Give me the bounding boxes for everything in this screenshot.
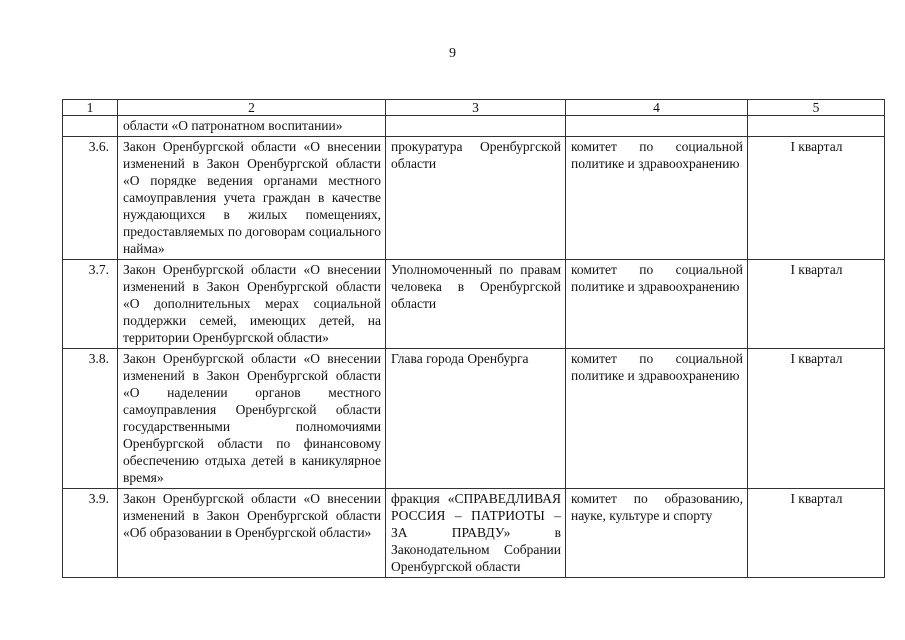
term: I квартал (748, 260, 885, 349)
initiator: прокуратура Оренбургской области (386, 137, 566, 260)
term (748, 116, 885, 137)
committee: комитет по социальной политике и здравоохранению (566, 260, 748, 349)
committee: комитет по социальной политике и здравоохранению (566, 137, 748, 260)
table-row (63, 489, 885, 578)
initiator: Уполномоченный по правам человека в Оренбургской области (386, 260, 566, 349)
table-row (63, 260, 885, 349)
law-name: Закон Оренбургской области «О внесении изменений в Закон Оренбургской области «Об образовании в Оренбургской области» (118, 489, 386, 578)
page-number: 9 (449, 46, 456, 61)
law-name: Закон Оренбургской области «О внесении изменений в Закон Оренбургской области «О наделении органов местного самоуправления Оренбургской области государственными полномочиями Оренбургской области по финансовому обеспечению отдыха детей в каникулярное время» (118, 349, 386, 489)
term: I квартал (748, 137, 885, 260)
term: I квартал (748, 349, 885, 489)
header-cell: 2 (118, 100, 386, 116)
initiator (386, 116, 566, 137)
committee: комитет по социальной политике и здравоохранению (566, 349, 748, 489)
law-name: Закон Оренбургской области «О внесении изменений в Закон Оренбургской области «О порядке ведения органами местного самоуправления учета граждан в качестве нуждающихся в жилых помещениях, предоставляемых по договорам социального найма» (118, 137, 386, 260)
initiator: фракция «СПРАВЕДЛИВАЯ РОССИЯ – ПАТРИОТЫ – ЗА ПРАВДУ» в Законодательном Собрании Оренбургской области (386, 489, 566, 578)
row-number: 3.9. (63, 489, 118, 578)
row-number: 3.6. (63, 137, 118, 260)
row-number (63, 116, 118, 137)
term: I квартал (748, 489, 885, 578)
initiator: Глава города Оренбурга (386, 349, 566, 489)
law-name: области «О патронатном воспитании» (118, 116, 386, 137)
row-number: 3.7. (63, 260, 118, 349)
table-row (63, 137, 885, 260)
header-cell: 3 (386, 100, 566, 116)
header-cell: 1 (63, 100, 118, 116)
committee (566, 116, 748, 137)
header-cell: 4 (566, 100, 748, 116)
law-name: Закон Оренбургской области «О внесении изменений в Закон Оренбургской области «О дополнительных мерах социальной поддержки семей, имеющих детей, на территории Оренбургской области» (118, 260, 386, 349)
row-number: 3.8. (63, 349, 118, 489)
committee: комитет по образованию, науке, культуре и спорту (566, 489, 748, 578)
legislation-plan-table (62, 99, 885, 578)
table-header-row (63, 100, 885, 116)
table-row-continuation (63, 116, 885, 137)
header-cell: 5 (748, 100, 885, 116)
table-row (63, 349, 885, 489)
